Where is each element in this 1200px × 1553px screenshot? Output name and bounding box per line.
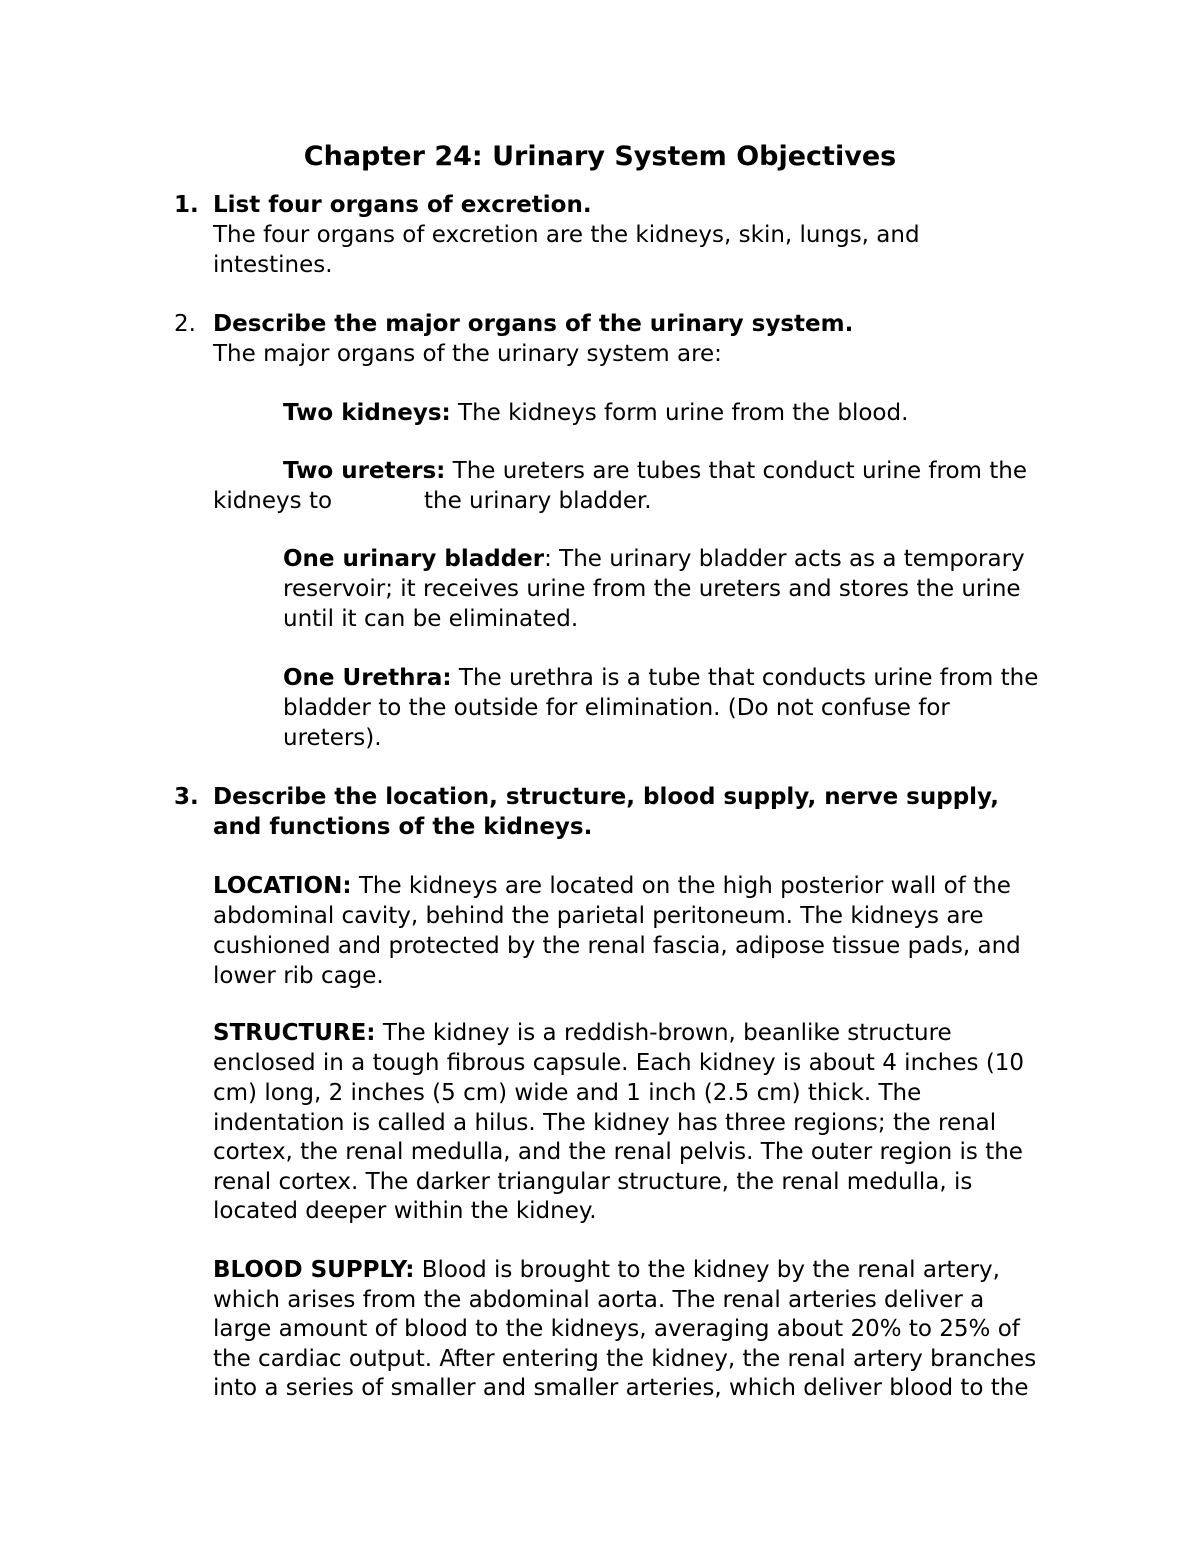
q2-urethra-line-2: bladder to the outside for elimination. (Do not confuse for bbox=[283, 695, 950, 721]
q2-question: Describe the major organs of the urinary system. bbox=[213, 311, 854, 337]
q3-number: 3. bbox=[174, 784, 199, 810]
q3-blood-supply-line-2: which arises from the abdominal aorta. The renal arteries deliver a bbox=[213, 1287, 985, 1313]
q3-structure-label: STRUCTURE: bbox=[213, 1020, 376, 1046]
q3-blood-supply-label: BLOOD SUPPLY: bbox=[213, 1257, 415, 1283]
q2-ureters-label: Two ureters: bbox=[283, 458, 446, 484]
q3-question-line-1: Describe the location, structure, blood supply, nerve supply, bbox=[213, 784, 999, 810]
q2-ureters-line-2a: kidneys to bbox=[213, 488, 333, 514]
q3-location-label: LOCATION: bbox=[213, 873, 352, 899]
q3-blood-supply-line bbox=[213, 1255, 1000, 1285]
q2-urethra-line bbox=[283, 663, 1038, 693]
q3-structure-line bbox=[213, 1018, 952, 1048]
q3-location-line bbox=[213, 871, 1011, 901]
q1-answer-line-2: intestines. bbox=[213, 252, 333, 278]
q2-bladder-text: : The urinary bladder acts as a temporary bbox=[544, 546, 1025, 572]
q3-location-line-4: lower rib cage. bbox=[213, 963, 384, 989]
q2-bladder-label: One urinary bladder bbox=[283, 546, 545, 572]
q3-question-line-2: and functions of the kidneys. bbox=[213, 814, 593, 840]
q2-bladder-line-2: reservoir; it receives urine from the ureters and stores the urine bbox=[283, 576, 1021, 602]
q2-ureters-line bbox=[283, 456, 1027, 486]
q3-structure-text: The kidney is a reddish-brown, beanlike structure bbox=[375, 1020, 952, 1046]
q3-location-text: The kidneys are located on the high posterior wall of the bbox=[351, 873, 1011, 899]
page-title: Chapter 24: Urinary System Objectives bbox=[303, 141, 897, 172]
q2-urethra-line-3: ureters). bbox=[283, 725, 382, 751]
q2-kidneys-label: Two kidneys: bbox=[283, 400, 451, 426]
q1-number: 1. bbox=[174, 192, 199, 218]
q2-number: 2. bbox=[174, 311, 196, 337]
q2-bladder-line bbox=[283, 544, 1025, 574]
q2-bladder-line-3: until it can be eliminated. bbox=[283, 606, 579, 632]
q3-structure-line-4: indentation is called a hilus. The kidney has three regions; the renal bbox=[213, 1110, 997, 1136]
q3-blood-supply-line-5: into a series of smaller and smaller arteries, which deliver blood to the bbox=[213, 1375, 1029, 1401]
q2-urethra-label: One Urethra: bbox=[283, 665, 452, 691]
q3-structure-line-6: renal cortex. The darker triangular structure, the renal medulla, is bbox=[213, 1169, 973, 1195]
q2-ureters-line-2b: the urinary bladder. bbox=[424, 488, 652, 514]
q2-kidneys-line bbox=[283, 398, 908, 428]
q2-ureters-text: The ureters are tubes that conduct urine from the bbox=[445, 458, 1028, 484]
q3-structure-line-5: cortex, the renal medulla, and the renal pelvis. The outer region is the bbox=[213, 1139, 1023, 1165]
q3-location-line-3: cushioned and protected by the renal fascia, adipose tissue pads, and bbox=[213, 933, 1021, 959]
q2-intro: The major organs of the urinary system are: bbox=[213, 341, 722, 367]
q3-blood-supply-line-4: the cardiac output. After entering the kidney, the renal artery branches bbox=[213, 1346, 1037, 1372]
q3-structure-line-7: located deeper within the kidney. bbox=[213, 1198, 597, 1224]
q2-kidneys-text: The kidneys form urine from the blood. bbox=[450, 400, 909, 426]
q3-structure-line-2: enclosed in a tough fibrous capsule. Each kidney is about 4 inches (10 bbox=[213, 1050, 1025, 1076]
q3-location-line-2: abdominal cavity, behind the parietal peritoneum. The kidneys are bbox=[213, 903, 984, 929]
q1-answer-line-1: The four organs of excretion are the kidneys, skin, lungs, and bbox=[213, 222, 920, 248]
q2-urethra-text: The urethra is a tube that conducts urine from the bbox=[451, 665, 1039, 691]
q1-question: List four organs of excretion. bbox=[213, 192, 592, 218]
q3-blood-supply-text: Blood is brought to the kidney by the renal artery, bbox=[414, 1257, 1000, 1283]
q3-structure-line-3: cm) long, 2 inches (5 cm) wide and 1 inch (2.5 cm) thick. The bbox=[213, 1080, 922, 1106]
q3-blood-supply-line-3: large amount of blood to the kidneys, averaging about 20% to 25% of bbox=[213, 1316, 1020, 1342]
